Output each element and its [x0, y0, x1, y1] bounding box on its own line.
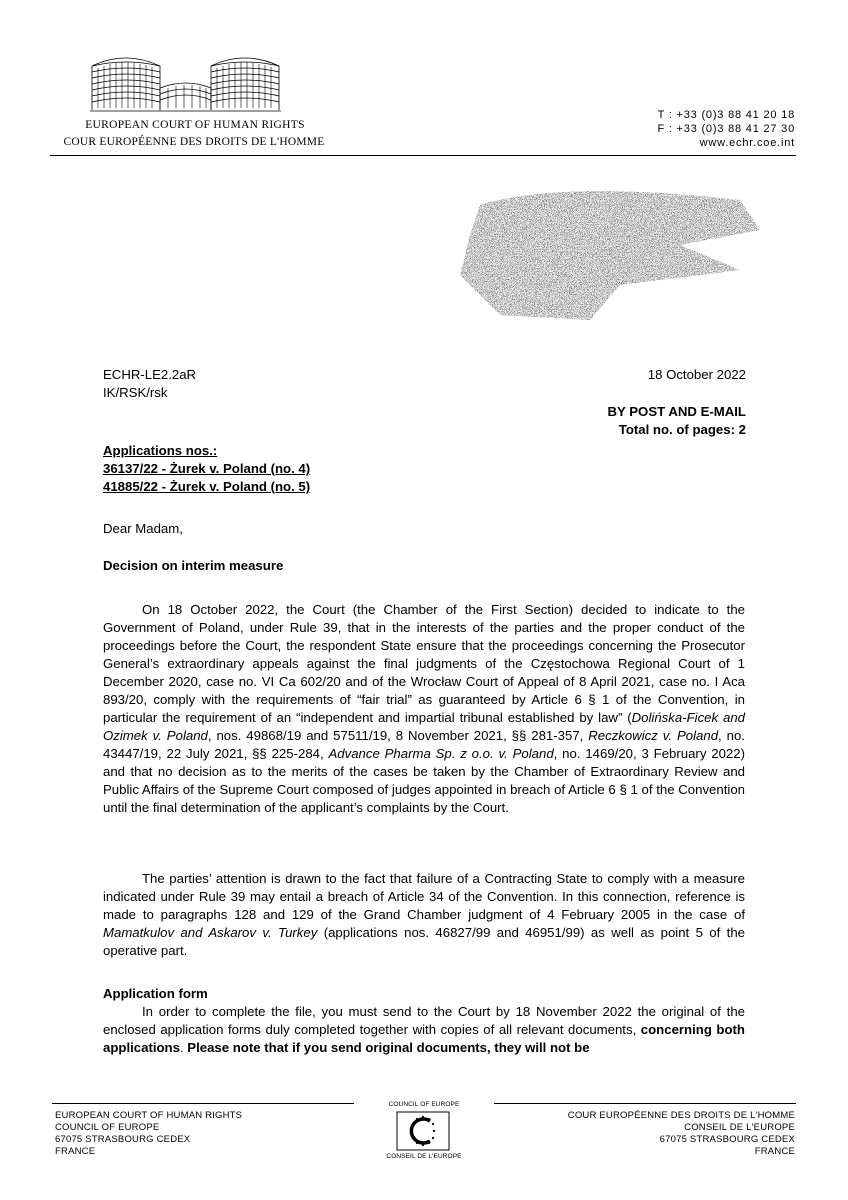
redacted-address-block: [440, 175, 780, 325]
phone-number: T : +33 (0)3 88 41 20 18: [657, 109, 795, 121]
court-name-fr: COUR EUROPÉENNE DES DROITS DE L'HOMME: [63, 136, 325, 148]
court-building-logo: [88, 48, 283, 114]
paragraph-application-form: In order to complete the file, you must send to the Court by 18 November 2022 the original of the enclosed application forms duly completed together with copies of all relevant documents, concerning both applications. Please note that if you send original documents, they will not be: [103, 1004, 745, 1055]
application-2: 41885/22 - Żurek v. Poland (no. 5): [103, 479, 311, 494]
header-divider: [50, 155, 796, 156]
section-heading: Decision on interim measure: [103, 558, 284, 573]
footer-rule-left: [52, 1103, 354, 1104]
coe-label-en: COUNCIL OF EUROPE: [388, 1101, 460, 1108]
delivery-block: [608, 403, 746, 439]
footer-address-en: EUROPEAN COURT OF HUMAN RIGHTS COUNCIL OF EUROPE 67075 STRASBOURG CEDEX FRANCE: [55, 1110, 243, 1157]
reference-block: [103, 366, 196, 402]
council-of-europe-logo-icon: [396, 1111, 450, 1151]
paragraph-rule39-warning: The parties’ attention is drawn to the fact that failure of a Contracting State to comply with a measure indicated under Rule 39 may entail a breach of Article 34 of the Convention. In this connection, reference is made to paragraphs 128 and 129 of the Grand Chamber judgment of 4 February 2005 in the case of Mamatkulov and Askarov v. Turkey (applications nos. 46827/99 and 46951/99) as well as point 5 of the operative part.: [103, 871, 745, 958]
total-pages: Total no. of pages: 2: [618, 422, 746, 437]
greeting: Dear Madam,: [103, 521, 183, 536]
application-1: 36137/22 - Żurek v. Poland (no. 4): [103, 461, 311, 476]
application-form-heading: Application form: [103, 986, 208, 1001]
applications-block: [103, 442, 310, 496]
court-name-en: EUROPEAN COURT OF HUMAN RIGHTS: [85, 119, 305, 131]
delivery-method: BY POST AND E-MAIL: [607, 404, 746, 419]
website: www.echr.coe.int: [699, 137, 795, 149]
footer-address-fr: COUR EUROPÉENNE DES DROITS DE L'HOMME CONSEIL DE L'EUROPE 67075 STRASBOURG CEDEX FRANCE: [567, 1110, 795, 1157]
coe-label-fr: CONSEIL DE L'EUROPE: [386, 1153, 462, 1160]
fax-number: F : +33 (0)3 88 41 27 30: [657, 123, 795, 135]
letter-date: 18 October 2022: [647, 367, 746, 382]
applications-title: Applications nos.:: [103, 443, 218, 458]
paragraph-interim-measure: On 18 October 2022, the Court (the Chamber of the First Section) decided to indicate to the Government of Poland, under Rule 39, that in the interests of the parties and the proper conduct of the proceedings before the Court, the respondent State ensure that the proceedings concerning the Prosecutor General’s extraordinary appeals against the final judgments of the Częstochowa Regional Court of 1 December 2020, case no. VI Ca 602/20 and of the Wrocław Court of Appeal of 8 April 2021, case no. I Aca 893/20, comply with the requirements of “fair trial” as guaranteed by Article 6 § 1 of the Convention, in particular the requirement of an “independent and impartial tribunal established by law” (Dolińska-Ficek and Ozimek v. Poland, nos. 49868/19 and 57511/19, 8 November 2021, §§ 281-357, Reczkowicz v. Poland, no. 43447/19, 22 July 2021, §§ 225-284, Advance Pharma Sp. z o.o. v. Poland, no. 1469/20, 3 February 2022) and that no decision as to the merits of the cases be taken by the Chamber of Extraordinary Review and Public Affairs of the Supreme Court composed of judges appointed in breach of Article 6 § 1 of the Convention until the final determination of the applicant’s complaints by the Court.: [103, 602, 745, 815]
reference-code: ECHR-LE2.2aR: [103, 367, 197, 382]
contact-block: [657, 108, 795, 150]
reference-initials: IK/RSK/rsk: [103, 385, 168, 400]
footer-rule-right: [494, 1103, 796, 1104]
